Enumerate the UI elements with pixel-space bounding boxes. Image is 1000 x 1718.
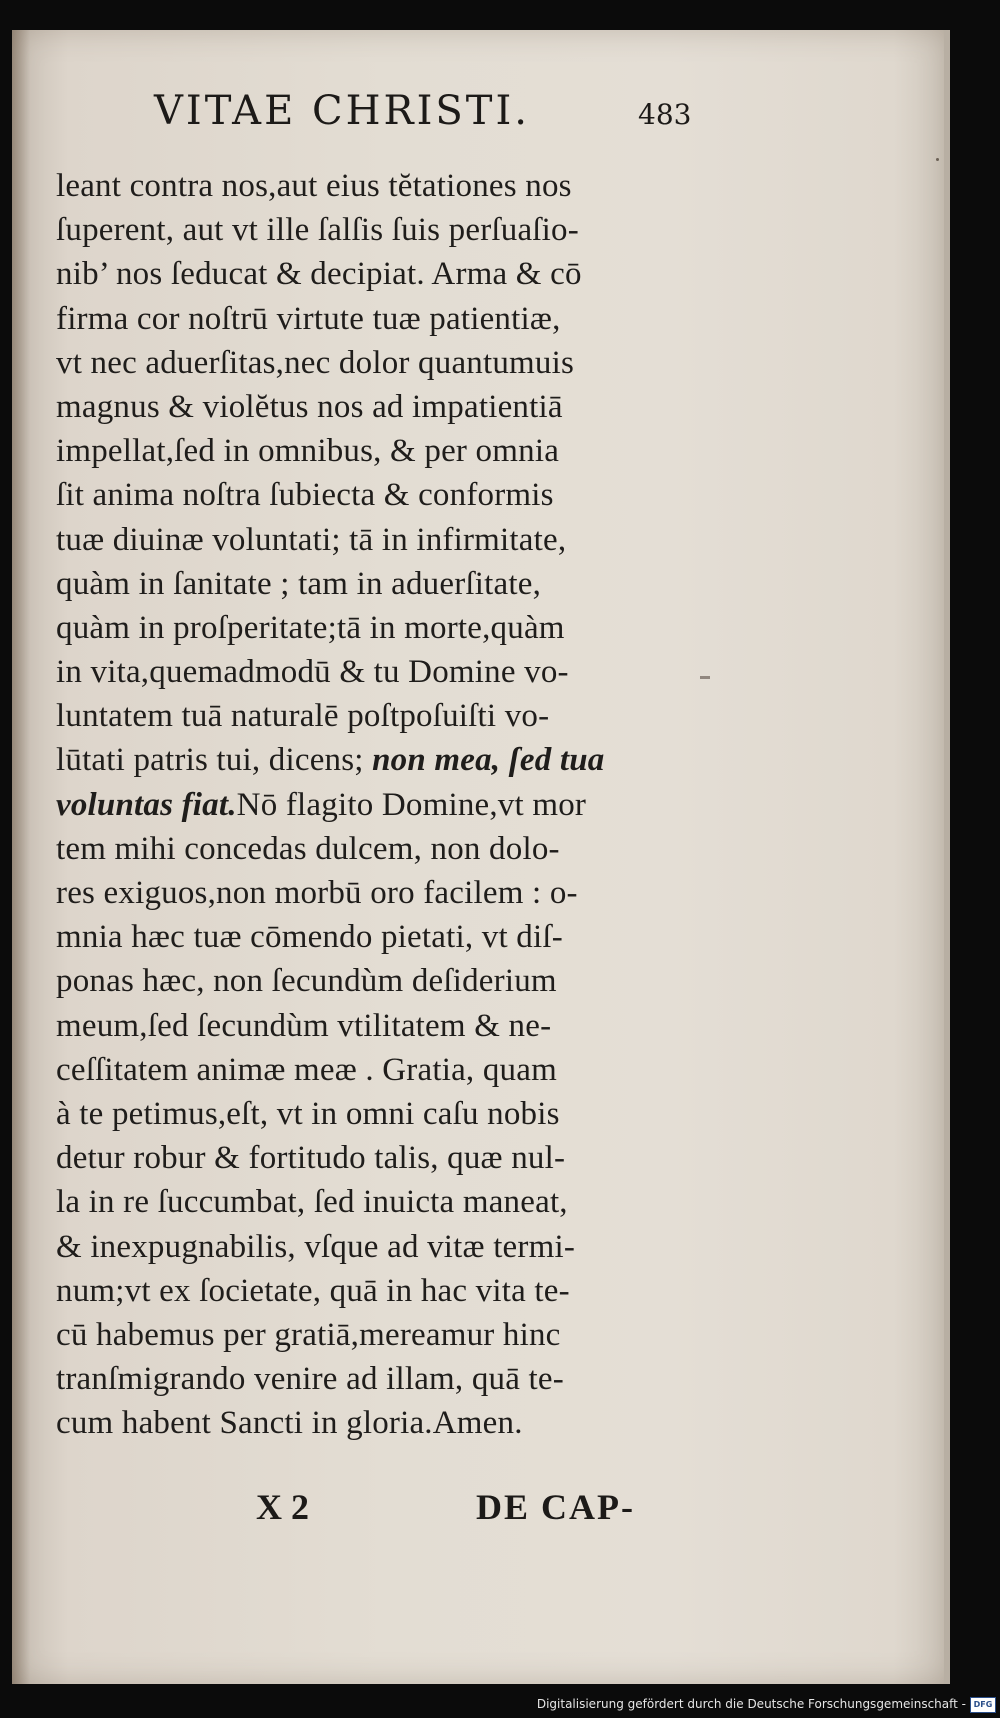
text-line: res exiguos,non morbū oro facilem : o- (56, 875, 578, 911)
running-head (154, 88, 714, 148)
margin-mark (700, 676, 710, 679)
body-text (56, 164, 696, 1445)
text-line: à te petimus,eſt, vt in omni caſu nobis (56, 1095, 560, 1132)
text-line: nib’ nos ſeducat & decipiat. Arma & cō (56, 256, 582, 293)
text-line: meum,ſed ſecundùm vtilitatem & ne- (56, 1007, 552, 1044)
text-line: impellat,ſed in omnibus, & per omnia (56, 433, 560, 470)
text-line: cum habent Sancti in gloria.Amen. (56, 1405, 523, 1442)
dfg-logo: DFG (970, 1697, 996, 1713)
margin-speck (936, 158, 939, 161)
text-line: leant contra nos,aut eius tĕtationes nos (56, 168, 572, 204)
text-line: ſit anima noſtra ſubiecta & conformis (56, 477, 554, 514)
page-number: 483 (638, 98, 692, 131)
text-line: lūtati patris tui, dicens; non mea, ſed tua (56, 742, 605, 779)
book-page (12, 30, 950, 1684)
catchword: DE CAP- (476, 1487, 635, 1527)
text-line: mnia hæc tuæ cōmendo pietati, vt diſ- (56, 919, 563, 956)
text-line: num;vt ex ſocietate, quā in hac vita te- (56, 1272, 570, 1309)
text-line: voluntas fiat.Nō flagito Domine,vt mor (56, 786, 587, 823)
text-line: la in re ſuccumbat, ſed inuicta maneat, (56, 1184, 568, 1221)
text-line: ponas hæc, non ſecundùm deſiderium (56, 963, 557, 1000)
italic-quote: voluntas fiat. (56, 786, 237, 823)
text-line: quàm in ſanitate ; tam in aduerſitate, (56, 565, 542, 602)
text-line: & inexpugnabilis, vſque ad vitæ termi- (56, 1228, 576, 1265)
text-line: luntatem tuā naturalē poſtpoſuiſti vo- (56, 698, 550, 735)
digitization-credit: Digitalisierung gefördert durch die Deutsche Forschungsgemeinschaft - (536, 1697, 966, 1711)
text-line: tranſmigrando venire ad illam, quā te- (56, 1361, 564, 1398)
text-line: tem mihi concedas dulcem, non dolo- (56, 830, 560, 867)
running-head-title: VITAE CHRISTI. (154, 88, 530, 134)
signature-mark: X 2 (256, 1487, 309, 1527)
page-gutter-shadow (12, 30, 30, 1684)
text-line: magnus & violĕtus nos ad impatientiā (56, 388, 563, 425)
text-line: vt nec aduerſitas,nec dolor quantumuis (56, 344, 575, 381)
text-line: detur robur & fortitudo talis, quæ nul- (56, 1140, 566, 1177)
italic-quote: non mea, ſed tua (372, 742, 605, 779)
text-line: quàm in proſperitate;tā in morte,quàm (56, 609, 565, 646)
text-line: in vita,quemadmodū & tu Domine vo- (56, 654, 569, 691)
catchline (256, 1486, 716, 1536)
text-line: ceſſitatem animæ meæ . Gratia, quam (56, 1051, 557, 1088)
text-line: cū habemus per gratiā,mereamur hinc (56, 1316, 561, 1353)
text-line: firma cor noſtrū virtute tuæ patientiæ, (56, 300, 561, 337)
text-line: tuæ diuinæ voluntati; tā in infirmitate, (56, 521, 567, 558)
text-line: ſuperent, aut vt ille ſalſis ſuis perſuaſio- (56, 212, 579, 249)
page-edge (944, 30, 950, 1684)
